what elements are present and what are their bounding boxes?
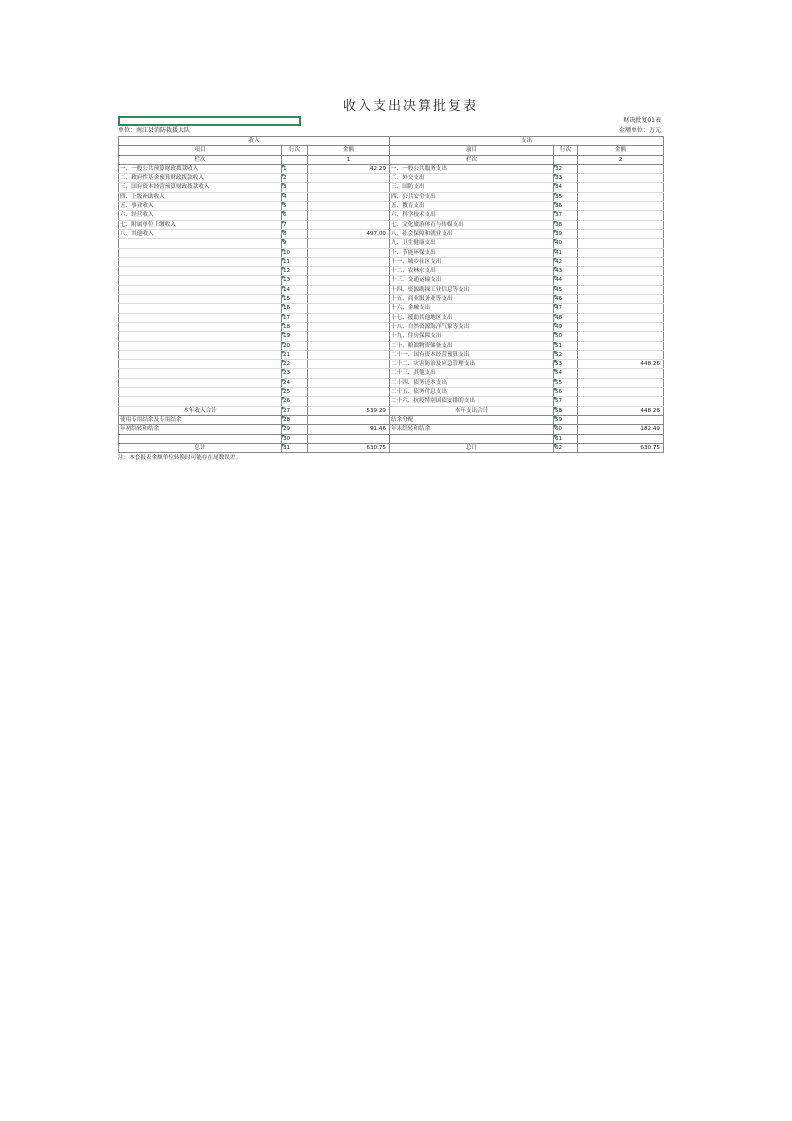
income-line-cell[interactable]: 2: [282, 174, 308, 183]
expense-line-cell[interactable]: 48: [554, 313, 578, 322]
income-item-cell[interactable]: 六、经营收入: [119, 211, 282, 220]
income-amount-cell[interactable]: [308, 350, 390, 359]
expense-item-cell[interactable]: 二十、粮油物资储备支出: [390, 341, 554, 350]
income-amount-cell[interactable]: [308, 295, 390, 304]
expense-line-cell[interactable]: 45: [554, 285, 578, 294]
income-total-label[interactable]: 使用专用结余及专用结余: [119, 415, 282, 424]
income-item-cell[interactable]: 五、事业收入: [119, 202, 282, 211]
income-line-cell[interactable]: 22: [282, 360, 308, 369]
income-item-cell[interactable]: [119, 332, 282, 341]
expense-total-label[interactable]: 总计: [390, 443, 554, 452]
expense-line-cell[interactable]: 51: [554, 341, 578, 350]
expense-amount-cell[interactable]: [578, 341, 664, 350]
money-unit: 金额单位：万元: [618, 127, 661, 134]
income-amount-cell[interactable]: [308, 276, 390, 285]
expense-item-cell[interactable]: 十八、自然资源海洋气象等支出: [390, 322, 554, 331]
table-row: [119, 388, 664, 397]
income-amount-cell[interactable]: [308, 192, 390, 201]
expense-amount-cell[interactable]: 448.26: [578, 360, 664, 369]
section-header-row: [119, 137, 664, 146]
income-line-cell[interactable]: 1: [282, 164, 308, 173]
income-line-cell[interactable]: 11: [282, 257, 308, 266]
expense-total-label[interactable]: 年末结转和结余: [390, 425, 554, 434]
expense-total-line[interactable]: 58: [554, 406, 578, 415]
income-index-label[interactable]: 栏次: [119, 155, 282, 164]
income-amount-cell[interactable]: 497.00: [308, 229, 390, 238]
income-item-cell[interactable]: [119, 369, 282, 378]
expense-amount-cell[interactable]: [578, 229, 664, 238]
budget-table: [118, 136, 664, 453]
expense-line-cell[interactable]: 36: [554, 202, 578, 211]
income-total-amount[interactable]: 91.46: [308, 425, 390, 434]
expense-item-cell[interactable]: 二十三、其他支出: [390, 369, 554, 378]
income-item-cell[interactable]: [119, 360, 282, 369]
total-row: [119, 443, 664, 452]
expense-index-blank[interactable]: [554, 155, 578, 164]
income-total-label[interactable]: 年初结转和结余: [119, 425, 282, 434]
expense-total-line[interactable]: 60: [554, 425, 578, 434]
income-line-cell[interactable]: 9: [282, 239, 308, 248]
expense-amount-cell[interactable]: [578, 183, 664, 192]
income-amount-cell[interactable]: [308, 183, 390, 192]
expense-index-label[interactable]: 栏次: [390, 155, 554, 164]
expense-amount-cell[interactable]: [578, 369, 664, 378]
income-item-cell[interactable]: [119, 397, 282, 406]
expense-line-cell[interactable]: 46: [554, 295, 578, 304]
income-line-cell[interactable]: 24: [282, 378, 308, 387]
income-total-line[interactable]: 29: [282, 425, 308, 434]
table-row: [119, 164, 664, 173]
income-total-amount[interactable]: [308, 434, 390, 443]
expense-total-label[interactable]: 结余分配: [390, 415, 554, 424]
income-item-cell[interactable]: [119, 239, 282, 248]
expense-line-cell[interactable]: 53: [554, 360, 578, 369]
expense-item-cell[interactable]: 十六、金融支出: [390, 304, 554, 313]
table-row: [119, 378, 664, 387]
expense-total-amount[interactable]: 182.49: [578, 425, 664, 434]
expense-amount-cell[interactable]: [578, 248, 664, 257]
income-line-cell[interactable]: 13: [282, 276, 308, 285]
expense-index-2[interactable]: 2: [578, 155, 664, 164]
income-item-cell[interactable]: 一、一般公共预算财政拨款收入: [119, 164, 282, 173]
income-total-amount[interactable]: [308, 415, 390, 424]
income-line-cell[interactable]: 3: [282, 183, 308, 192]
expense-line-cell[interactable]: 57: [554, 397, 578, 406]
expense-total-amount[interactable]: [578, 415, 664, 424]
income-item-cell[interactable]: [119, 304, 282, 313]
expense-amount-header[interactable]: 金额: [578, 146, 664, 155]
expense-line-cell[interactable]: 33: [554, 174, 578, 183]
expense-total-amount[interactable]: [578, 434, 664, 443]
income-amount-cell[interactable]: [308, 220, 390, 229]
income-item-header[interactable]: 项目: [119, 146, 282, 155]
expense-total-amount[interactable]: 448.26: [578, 406, 664, 415]
expense-total-line[interactable]: 61: [554, 434, 578, 443]
income-line-cell[interactable]: 20: [282, 341, 308, 350]
expense-amount-cell[interactable]: [578, 313, 664, 322]
expense-item-cell[interactable]: 十一、城乡社区支出: [390, 257, 554, 266]
table-row: [119, 267, 664, 276]
income-line-cell[interactable]: 10: [282, 248, 308, 257]
table-row: [119, 239, 664, 248]
table-row: [119, 295, 664, 304]
expense-line-cell[interactable]: 37: [554, 211, 578, 220]
expense-item-cell[interactable]: 四、公共安全支出: [390, 192, 554, 201]
expense-line-cell[interactable]: 56: [554, 388, 578, 397]
expense-item-cell[interactable]: 二、外交支出: [390, 174, 554, 183]
income-item-cell[interactable]: [119, 248, 282, 257]
income-item-cell[interactable]: [119, 388, 282, 397]
expense-item-cell[interactable]: 十二、农林水支出: [390, 267, 554, 276]
expense-item-cell[interactable]: 十四、资源勘探工业信息等支出: [390, 285, 554, 294]
income-item-cell[interactable]: [119, 341, 282, 350]
income-line-cell[interactable]: 4: [282, 192, 308, 201]
income-item-cell[interactable]: [119, 322, 282, 331]
expense-amount-cell[interactable]: [578, 388, 664, 397]
income-total-label[interactable]: 本年收入合计: [119, 406, 282, 415]
table-row: [119, 313, 664, 322]
expense-amount-cell[interactable]: [578, 257, 664, 266]
expense-line-cell[interactable]: 54: [554, 369, 578, 378]
expense-amount-cell[interactable]: [578, 220, 664, 229]
expense-item-cell[interactable]: 十九、住房保障支出: [390, 332, 554, 341]
income-index-1[interactable]: 1: [308, 155, 390, 164]
income-line-cell[interactable]: 15: [282, 295, 308, 304]
expense-amount-cell[interactable]: [578, 192, 664, 201]
table-row: [119, 276, 664, 285]
expense-line-cell[interactable]: 49: [554, 322, 578, 331]
expense-line-cell[interactable]: 50: [554, 332, 578, 341]
footnote: 注：本套报表金额单位转换时可能存在尾数误差。: [118, 455, 242, 462]
expense-line-cell[interactable]: 32: [554, 164, 578, 173]
income-item-cell[interactable]: [119, 378, 282, 387]
unit-label: 单位：南江县消防救援大队: [118, 127, 191, 134]
expense-amount-cell[interactable]: [578, 174, 664, 183]
expense-total-label[interactable]: 本年支出合计: [390, 406, 554, 415]
income-amount-cell[interactable]: [308, 397, 390, 406]
income-line-cell[interactable]: 23: [282, 369, 308, 378]
income-line-header[interactable]: 行次: [282, 146, 308, 155]
expense-amount-cell[interactable]: [578, 202, 664, 211]
income-total-label[interactable]: 总计: [119, 443, 282, 452]
expense-line-cell[interactable]: 44: [554, 276, 578, 285]
expense-item-cell[interactable]: 十七、援助其他地区支出: [390, 313, 554, 322]
income-total-line[interactable]: 28: [282, 415, 308, 424]
income-amount-cell[interactable]: [308, 285, 390, 294]
income-total-line[interactable]: 30: [282, 434, 308, 443]
expense-line-cell[interactable]: 38: [554, 220, 578, 229]
income-line-cell[interactable]: 18: [282, 322, 308, 331]
expense-total-line[interactable]: 62: [554, 443, 578, 452]
expense-line-cell[interactable]: 39: [554, 229, 578, 238]
expense-item-cell[interactable]: 二十一、国有资本经营预算支出: [390, 350, 554, 359]
income-amount-cell[interactable]: [308, 360, 390, 369]
income-total-label[interactable]: [119, 434, 282, 443]
income-line-cell[interactable]: 8: [282, 229, 308, 238]
total-row: [119, 415, 664, 424]
unit-row: [118, 126, 663, 136]
form-code: 财决批复01表: [623, 117, 661, 124]
expense-item-cell[interactable]: 五、教育支出: [390, 202, 554, 211]
table-row: [119, 211, 664, 220]
income-line-cell[interactable]: 16: [282, 304, 308, 313]
income-amount-cell[interactable]: [308, 174, 390, 183]
expense-amount-cell[interactable]: [578, 267, 664, 276]
income-item-cell[interactable]: 四、上级补助收入: [119, 192, 282, 201]
total-row: [119, 434, 664, 443]
expense-line-cell[interactable]: 35: [554, 192, 578, 201]
income-amount-cell[interactable]: [308, 341, 390, 350]
table-row: [119, 248, 664, 257]
table-row: [119, 369, 664, 378]
income-line-cell[interactable]: 12: [282, 267, 308, 276]
income-line-cell[interactable]: 17: [282, 313, 308, 322]
income-item-cell[interactable]: 三、国有资本经营预算财政拨款收入: [119, 183, 282, 192]
income-line-cell[interactable]: 19: [282, 332, 308, 341]
expense-amount-cell[interactable]: [578, 164, 664, 173]
table-row: [119, 220, 664, 229]
expense-item-cell[interactable]: 二十六、抗疫特别国债安排的支出: [390, 397, 554, 406]
income-amount-cell[interactable]: [308, 211, 390, 220]
expense-line-cell[interactable]: 43: [554, 267, 578, 276]
income-amount-cell[interactable]: [308, 378, 390, 387]
income-amount-cell[interactable]: [308, 388, 390, 397]
table-row: [119, 202, 664, 211]
income-amount-cell[interactable]: [308, 257, 390, 266]
expense-amount-cell[interactable]: [578, 397, 664, 406]
total-row: [119, 406, 664, 415]
expense-line-cell[interactable]: 34: [554, 183, 578, 192]
income-amount-cell[interactable]: [308, 239, 390, 248]
income-line-cell[interactable]: 25: [282, 388, 308, 397]
total-row: [119, 425, 664, 434]
table-row: [119, 257, 664, 266]
expense-line-cell[interactable]: 52: [554, 350, 578, 359]
income-item-cell[interactable]: [119, 285, 282, 294]
expense-amount-cell[interactable]: [578, 285, 664, 294]
income-amount-cell[interactable]: [308, 322, 390, 331]
form-code-row: [118, 116, 663, 126]
expense-line-cell[interactable]: 47: [554, 304, 578, 313]
expense-item-cell[interactable]: 十三、交通运输支出: [390, 276, 554, 285]
table-row: [119, 304, 664, 313]
expense-item-cell[interactable]: 三、国防支出: [390, 183, 554, 192]
income-amount-cell[interactable]: [308, 313, 390, 322]
expense-item-cell[interactable]: 一、一般公共服务支出: [390, 164, 554, 173]
income-amount-cell[interactable]: [308, 332, 390, 341]
report-title: 收入支出决算批复表: [342, 99, 478, 114]
expense-item-cell[interactable]: 六、科学技术支出: [390, 211, 554, 220]
income-item-cell[interactable]: 七、附属单位上缴收入: [119, 220, 282, 229]
expense-amount-cell[interactable]: [578, 378, 664, 387]
table-row: [119, 192, 664, 201]
expense-line-cell[interactable]: 55: [554, 378, 578, 387]
expense-amount-cell[interactable]: [578, 350, 664, 359]
expense-total-label[interactable]: [390, 434, 554, 443]
expense-item-cell[interactable]: 十、节能环保支出: [390, 248, 554, 257]
expense-amount-cell[interactable]: [578, 239, 664, 248]
table-row: [119, 350, 664, 359]
income-line-cell[interactable]: 14: [282, 285, 308, 294]
expense-item-cell[interactable]: 二十二、灾害防治及应急管理支出: [390, 360, 554, 369]
expense-item-cell[interactable]: 七、文化旅游体育与传媒支出: [390, 220, 554, 229]
income-header[interactable]: 收入: [119, 137, 390, 146]
table-row: [119, 285, 664, 294]
expense-line-header[interactable]: 行次: [554, 146, 578, 155]
table-row: [119, 174, 664, 183]
expense-amount-cell[interactable]: [578, 304, 664, 313]
income-amount-cell[interactable]: [308, 248, 390, 257]
spreadsheet: [118, 98, 663, 463]
income-amount-header[interactable]: 金额: [308, 146, 390, 155]
income-item-cell[interactable]: [119, 257, 282, 266]
table-row: [119, 229, 664, 238]
expense-amount-cell[interactable]: [578, 211, 664, 220]
expense-amount-cell[interactable]: [578, 332, 664, 341]
table-row: [119, 183, 664, 192]
index-row: [119, 155, 664, 164]
income-item-cell[interactable]: [119, 276, 282, 285]
income-item-cell[interactable]: [119, 295, 282, 304]
income-total-amount[interactable]: 630.75: [308, 443, 390, 452]
table-row: [119, 322, 664, 331]
income-item-cell[interactable]: 二、政府性基金预算财政拨款收入: [119, 174, 282, 183]
table-row: [119, 397, 664, 406]
expense-header[interactable]: 支出: [390, 137, 664, 146]
income-amount-cell[interactable]: 42.29: [308, 164, 390, 173]
income-total-amount[interactable]: 539.29: [308, 406, 390, 415]
income-item-cell[interactable]: [119, 267, 282, 276]
income-amount-cell[interactable]: [308, 304, 390, 313]
income-total-line[interactable]: 31: [282, 443, 308, 452]
expense-item-cell[interactable]: 九、卫生健康支出: [390, 239, 554, 248]
expense-amount-cell[interactable]: [578, 322, 664, 331]
table-row: [119, 341, 664, 350]
expense-line-cell[interactable]: 41: [554, 248, 578, 257]
expense-line-cell[interactable]: 42: [554, 257, 578, 266]
expense-item-cell[interactable]: 八、社会保障和就业支出: [390, 229, 554, 238]
expense-amount-cell[interactable]: [578, 295, 664, 304]
expense-item-cell[interactable]: 二十四、债务还本支出: [390, 378, 554, 387]
income-item-cell[interactable]: [119, 350, 282, 359]
income-amount-cell[interactable]: [308, 267, 390, 276]
income-item-cell[interactable]: [119, 313, 282, 322]
expense-item-cell[interactable]: 二十五、债务付息支出: [390, 388, 554, 397]
income-total-line[interactable]: 27: [282, 406, 308, 415]
income-line-cell[interactable]: 21: [282, 350, 308, 359]
table-row: [119, 360, 664, 369]
expense-amount-cell[interactable]: [578, 276, 664, 285]
income-line-cell[interactable]: 5: [282, 202, 308, 211]
income-item-cell[interactable]: 八、其他收入: [119, 229, 282, 238]
income-amount-cell[interactable]: [308, 369, 390, 378]
expense-total-amount[interactable]: 630.75: [578, 443, 664, 452]
expense-line-cell[interactable]: 40: [554, 239, 578, 248]
income-line-cell[interactable]: 6: [282, 211, 308, 220]
expense-item-header[interactable]: 项目: [390, 146, 554, 155]
table-row: [119, 332, 664, 341]
income-amount-cell[interactable]: [308, 202, 390, 211]
income-line-cell[interactable]: 26: [282, 397, 308, 406]
income-line-cell[interactable]: 7: [282, 220, 308, 229]
income-index-blank[interactable]: [282, 155, 308, 164]
expense-total-line[interactable]: 59: [554, 415, 578, 424]
expense-item-cell[interactable]: 十五、商业服务业等支出: [390, 295, 554, 304]
column-header-row: [119, 146, 664, 155]
